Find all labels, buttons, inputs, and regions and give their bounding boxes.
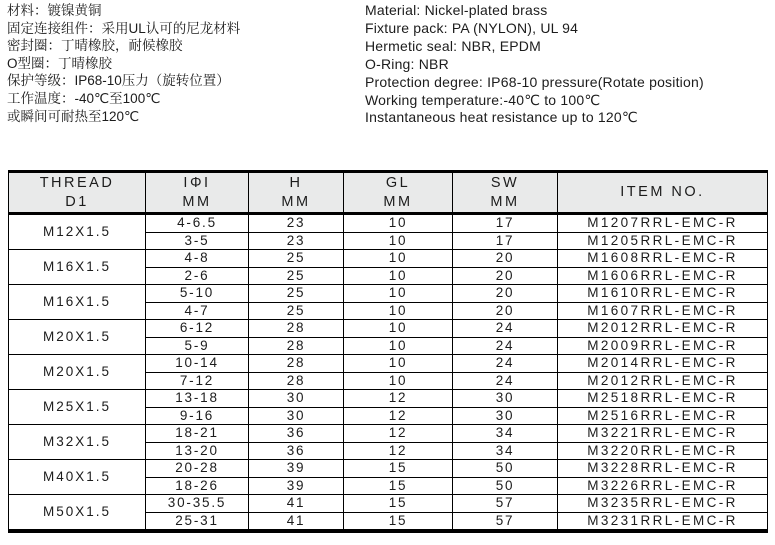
phi-cell: 4-6.5	[146, 214, 249, 233]
table-row	[9, 355, 768, 373]
gl-cell: 15	[344, 495, 453, 513]
item-no-cell: M3235RRL-EMC-R	[558, 495, 768, 513]
spec-line-cn-fixture: 固定连接组件：采用UL认可的尼龙材料	[7, 20, 241, 36]
header-line: MM	[182, 193, 212, 210]
item-no-cell: M3221RRL-EMC-R	[558, 425, 768, 443]
phi-cell: 20-28	[146, 460, 249, 478]
header-line: MM	[490, 193, 520, 210]
phi-cell: 25-31	[146, 512, 249, 531]
sw-cell: 20	[453, 285, 558, 303]
header-line: IΦI	[183, 174, 211, 191]
spec-line-cn-oring: O型圈：丁晴橡胶	[7, 55, 113, 71]
sw-cell: 30	[453, 390, 558, 408]
spec-line-en-heat: Instantaneous heat resistance up to 120℃	[365, 109, 638, 126]
spec-line-cn-protection: 保护等级：IP68-10压力（旋转位置）	[7, 73, 230, 89]
thread-cell: M25X1.5	[9, 390, 146, 425]
gl-cell: 10	[344, 250, 453, 268]
gl-cell: 12	[344, 425, 453, 443]
thread-cell: M32X1.5	[9, 425, 146, 460]
gl-cell: 10	[344, 337, 453, 355]
spec-line-en-protection: Protection degree: IP68-10 pressure(Rotate position)	[365, 73, 704, 90]
product-spec-table	[8, 170, 768, 533]
item-no-cell: M3228RRL-EMC-R	[558, 460, 768, 478]
phi-cell: 7-12	[146, 372, 249, 390]
sw-cell: 50	[453, 477, 558, 495]
sw-cell: 20	[453, 267, 558, 285]
spec-line-cn-material: 材料：镀镍黄铜	[7, 3, 102, 18]
col-header-h	[249, 172, 344, 214]
thread-cell: M20X1.5	[9, 320, 146, 355]
spec-line-en-temperature: Working temperature:-40℃ to 100℃	[365, 91, 601, 108]
thread-cell: M50X1.5	[9, 495, 146, 532]
header-line: MM	[281, 193, 311, 210]
h-cell: 30	[249, 390, 344, 408]
gl-cell: 12	[344, 442, 453, 460]
h-cell: 36	[249, 425, 344, 443]
gl-cell: 10	[344, 302, 453, 320]
thread-cell: M40X1.5	[9, 460, 146, 495]
phi-cell: 10-14	[146, 355, 249, 373]
item-no-cell: M1607RRL-EMC-R	[558, 302, 768, 320]
phi-cell: 13-20	[146, 442, 249, 460]
spec-line-en-fixture: Fixture pack: PA (NYLON), UL 94	[365, 19, 579, 36]
item-no-cell: M1207RRL-EMC-R	[558, 214, 768, 233]
spec-line-cn-temperature: 工作温度：-40℃至100℃	[7, 90, 161, 106]
table-row	[9, 285, 768, 303]
sw-cell: 24	[453, 372, 558, 390]
header-line: GL	[385, 174, 411, 191]
h-cell: 41	[249, 495, 344, 513]
h-cell: 41	[249, 512, 344, 531]
sw-cell: 20	[453, 250, 558, 268]
item-no-cell: M2009RRL-EMC-R	[558, 337, 768, 355]
phi-cell: 5-9	[146, 337, 249, 355]
phi-cell: 2-6	[146, 267, 249, 285]
sw-cell: 50	[453, 460, 558, 478]
thread-cell: M12X1.5	[9, 214, 146, 250]
col-header-phi	[146, 172, 249, 214]
h-cell: 25	[249, 302, 344, 320]
sw-cell: 17	[453, 232, 558, 250]
item-no-cell: M3231RRL-EMC-R	[558, 512, 768, 531]
phi-cell: 4-8	[146, 250, 249, 268]
header-line: D1	[65, 193, 89, 210]
gl-cell: 12	[344, 407, 453, 425]
item-no-cell: M2012RRL-EMC-R	[558, 320, 768, 338]
phi-cell: 3-5	[146, 232, 249, 250]
table-row	[9, 390, 768, 408]
sw-cell: 30	[453, 407, 558, 425]
sw-cell: 34	[453, 425, 558, 443]
item-no-cell: M2012RRL-EMC-R	[558, 372, 768, 390]
col-header-sw	[453, 172, 558, 214]
sw-cell: 34	[453, 442, 558, 460]
phi-cell: 9-16	[146, 407, 249, 425]
item-no-cell: M1608RRL-EMC-R	[558, 250, 768, 268]
h-cell: 39	[249, 460, 344, 478]
h-cell: 25	[249, 267, 344, 285]
h-cell: 28	[249, 320, 344, 338]
sw-cell: 20	[453, 302, 558, 320]
h-cell: 25	[249, 250, 344, 268]
h-cell: 36	[249, 442, 344, 460]
phi-cell: 30-35.5	[146, 495, 249, 513]
h-cell: 23	[249, 232, 344, 250]
col-header-item-no	[558, 172, 768, 214]
table-row	[9, 250, 768, 268]
spec-line-cn-heat: 或瞬间可耐热至120℃	[7, 108, 140, 124]
phi-cell: 18-26	[146, 477, 249, 495]
header-line: THREAD	[39, 174, 115, 191]
specs-english	[365, 2, 704, 127]
thread-cell: M20X1.5	[9, 355, 146, 390]
item-no-cell: M3226RRL-EMC-R	[558, 477, 768, 495]
spec-line-en-seal: Hermetic seal: NBR, EPDM	[365, 37, 541, 54]
item-no-cell: M2518RRL-EMC-R	[558, 390, 768, 408]
item-no-cell: M1610RRL-EMC-R	[558, 285, 768, 303]
item-no-cell: M1606RRL-EMC-R	[558, 267, 768, 285]
h-cell: 39	[249, 477, 344, 495]
col-header-thread-d1	[9, 172, 146, 214]
h-cell: 28	[249, 355, 344, 373]
sw-cell: 24	[453, 320, 558, 338]
item-no-cell: M2014RRL-EMC-R	[558, 355, 768, 373]
gl-cell: 10	[344, 372, 453, 390]
gl-cell: 10	[344, 232, 453, 250]
gl-cell: 10	[344, 267, 453, 285]
gl-cell: 10	[344, 214, 453, 233]
h-cell: 28	[249, 372, 344, 390]
phi-cell: 18-21	[146, 425, 249, 443]
header-line: ITEM NO.	[620, 184, 705, 200]
table-row	[9, 320, 768, 338]
table-row	[9, 460, 768, 478]
header-line: MM	[383, 193, 413, 210]
table-header-row	[9, 172, 768, 214]
table-row	[9, 214, 768, 233]
spec-line-en-material: Material: Nickel-plated brass	[365, 2, 548, 18]
thread-cell: M16X1.5	[9, 250, 146, 285]
phi-cell: 4-7	[146, 302, 249, 320]
item-no-cell: M2516RRL-EMC-R	[558, 407, 768, 425]
sw-cell: 57	[453, 512, 558, 531]
gl-cell: 12	[344, 390, 453, 408]
item-no-cell: M1205RRL-EMC-R	[558, 232, 768, 250]
gl-cell: 10	[344, 355, 453, 373]
h-cell: 23	[249, 214, 344, 233]
h-cell: 30	[249, 407, 344, 425]
h-cell: 25	[249, 285, 344, 303]
gl-cell: 10	[344, 285, 453, 303]
header-line: SW	[490, 174, 520, 191]
phi-cell: 13-18	[146, 390, 249, 408]
gl-cell: 15	[344, 460, 453, 478]
phi-cell: 6-12	[146, 320, 249, 338]
gl-cell: 10	[344, 320, 453, 338]
header-line: H	[289, 174, 303, 191]
thread-cell: M16X1.5	[9, 285, 146, 320]
spec-line-cn-seal: 密封圈：丁晴橡胶，耐候橡胶	[7, 38, 183, 54]
sw-cell: 57	[453, 495, 558, 513]
col-header-gl	[344, 172, 453, 214]
sw-cell: 24	[453, 337, 558, 355]
item-no-cell: M3220RRL-EMC-R	[558, 442, 768, 460]
sw-cell: 17	[453, 214, 558, 233]
gl-cell: 15	[344, 512, 453, 531]
phi-cell: 5-10	[146, 285, 249, 303]
table-row	[9, 425, 768, 443]
gl-cell: 15	[344, 477, 453, 495]
table-row	[9, 495, 768, 513]
h-cell: 28	[249, 337, 344, 355]
specs-chinese	[7, 2, 240, 125]
sw-cell: 24	[453, 355, 558, 373]
spec-line-en-oring: O-Ring: NBR	[365, 55, 449, 72]
